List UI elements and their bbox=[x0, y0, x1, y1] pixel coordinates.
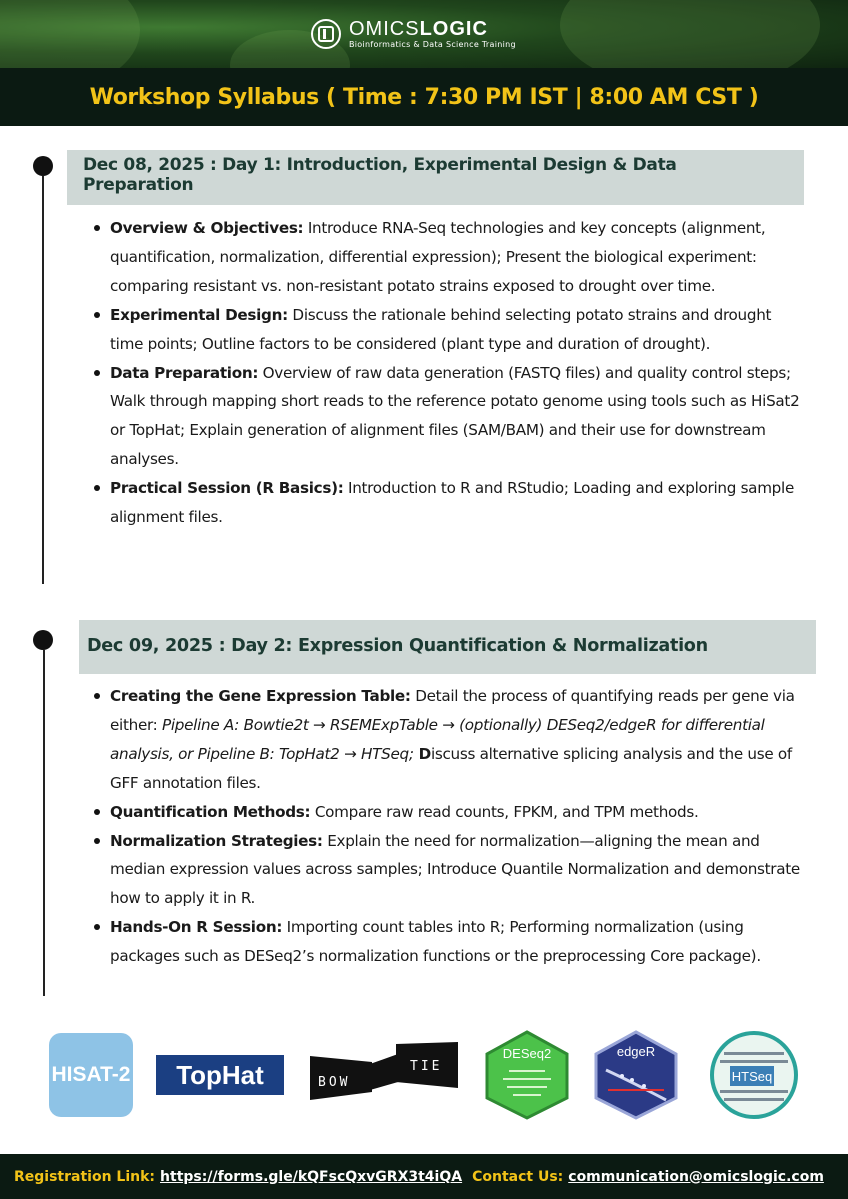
timeline-line-day1 bbox=[42, 176, 44, 584]
syllabus-title-band bbox=[0, 68, 848, 126]
registration-label: Registration Link: bbox=[14, 1168, 156, 1185]
edger-label: edgeR bbox=[616, 1044, 656, 1059]
deseq2-label: DESeq2 bbox=[502, 1046, 552, 1061]
brand-name: OMICSLOGIC bbox=[349, 18, 488, 40]
list-item: Experimental Design: Discuss the rationale behind selecting potato strains and drought time points; Outline factors to be considered (plant type and duration of drought). bbox=[90, 301, 808, 359]
list-item: Overview & Objectives: Introduce RNA-Seq technologies and key concepts (alignment, quantification, normalization, differential expression); Present the biological experiment: comparing resistant vs. non-resistant potato strains exposed to drought over time. bbox=[90, 214, 808, 301]
list-item: Creating the Gene Expression Table: Detail the process of quantifying reads per gene via either: Pipeline A: Bowtie2t → RSEMExpTable → (optionally) DESeq2/edgeR for differential analysis, or Pipeline B: TopHat2 → HTSeq; Discuss alternative splicing analysis and the use of GFF annotation files. bbox=[90, 682, 808, 798]
list-item: Quantification Methods: Compare raw read counts, FPKM, and TPM methods. bbox=[90, 798, 808, 827]
hero-banner bbox=[0, 0, 848, 68]
htseq-label: HTSeq bbox=[731, 1069, 773, 1084]
edger-logo bbox=[592, 1030, 680, 1120]
brand-tagline: Bioinformatics & Data Science Training bbox=[349, 40, 516, 49]
hisat2-logo: HISAT-2 bbox=[49, 1033, 133, 1117]
day2-list bbox=[90, 682, 808, 971]
bowtie-left-text: BOW bbox=[318, 1075, 351, 1090]
bowtie-right-text: TIE bbox=[410, 1059, 443, 1074]
tophat-logo: TopHat bbox=[156, 1055, 284, 1095]
day1-header: Dec 08, 2025 : Day 1: Introduction, Experimental Design & Data Preparation bbox=[67, 150, 804, 205]
timeline-dot-day1 bbox=[33, 156, 53, 176]
contact-label: Contact Us: bbox=[472, 1168, 564, 1185]
timeline-line-day2 bbox=[43, 650, 45, 996]
tool-logos bbox=[0, 1030, 848, 1120]
syllabus-title: Workshop Syllabus ( Time : 7:30 PM IST | 8:00 AM CST ) bbox=[89, 84, 759, 110]
brand-logo bbox=[311, 18, 516, 50]
timeline-dot-day2 bbox=[33, 630, 53, 650]
registration-link[interactable]: https://forms.gle/kQFscQxvGRX3t4iQA bbox=[160, 1168, 463, 1185]
list-item: Practical Session (R Basics): Introduction to R and RStudio; Loading and exploring sample alignment files. bbox=[90, 474, 808, 532]
day1-list bbox=[90, 214, 808, 532]
bowtie-logo bbox=[310, 1042, 458, 1104]
list-item: Data Preparation: Overview of raw data generation (FASTQ files) and quality control steps; Walk through mapping short reads to the reference potato genome using tools such as HiSat2 or TopHat; Explain generation of alignment files (SAM/BAM) and their use for downstream analyses. bbox=[90, 359, 808, 475]
list-item: Hands-On R Session: Importing count tables into R; Performing normalization (using packages such as DESeq2’s normalization functions or the preprocessing Core package). bbox=[90, 913, 808, 971]
contact-email-link[interactable]: communication@omicslogic.com bbox=[568, 1168, 824, 1185]
deseq2-logo bbox=[483, 1030, 571, 1120]
htseq-logo bbox=[706, 1030, 802, 1120]
day2-header: Dec 09, 2025 : Day 2: Expression Quantification & Normalization bbox=[79, 620, 816, 674]
footer-bar bbox=[0, 1154, 848, 1199]
omicslogic-logo-icon bbox=[311, 19, 341, 49]
list-item: Normalization Strategies: Explain the need for normalization—aligning the mean and median expression values across samples; Introduce Quantile Normalization and demonstrate how to apply it in R. bbox=[90, 827, 808, 914]
